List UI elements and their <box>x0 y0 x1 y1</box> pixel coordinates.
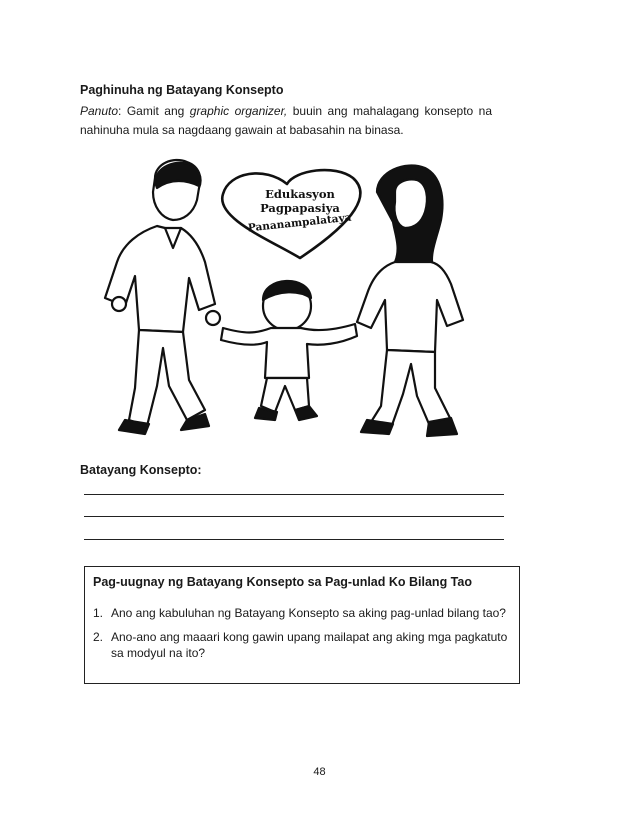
question-item <box>93 605 511 621</box>
question-text: Ano ang kabuluhan ng Batayang Konsepto sa aking pag-unlad bilang tao? <box>111 606 506 620</box>
heart-word-3: Pananampalataya <box>247 211 352 235</box>
family-illustration <box>95 158 505 448</box>
page-number: 48 <box>313 766 326 778</box>
writing-line[interactable] <box>84 516 504 517</box>
instructions-term: graphic organizer, <box>189 104 288 118</box>
instructions-rest: buuin ang mahalagang konsepto na nahinuha mula sa nagdaang gawain at babasahin na binasa. <box>80 104 493 137</box>
mother-figure <box>357 165 463 436</box>
writing-line[interactable] <box>84 494 504 495</box>
question-item <box>93 629 511 661</box>
batayang-konsepto-label: Batayang Konsepto: <box>80 463 202 477</box>
heart-word-1: Edukasyon <box>265 187 335 201</box>
reflection-box <box>84 566 520 684</box>
boy-figure <box>221 281 357 420</box>
question-number: 1. <box>93 606 104 620</box>
question-text: Ano-ano ang maaari kong gawin upang mailapat ang aking mga pagkatuto sa modyul na ito? <box>111 630 508 660</box>
instructions-sep: : Gamit ang <box>118 104 190 118</box>
writing-line[interactable] <box>84 539 504 540</box>
question-number: 2. <box>93 630 104 644</box>
heart-word-2: Pagpapasiya <box>260 201 340 215</box>
instructions <box>80 102 492 140</box>
section-title: Paghinuha ng Batayang Konsepto <box>80 83 284 97</box>
reflection-box-title: Pag-uugnay ng Batayang Konsepto sa Pag-unlad Ko Bilang Tao <box>93 575 472 589</box>
father-figure <box>105 160 220 434</box>
instructions-label: Panuto <box>80 104 119 118</box>
